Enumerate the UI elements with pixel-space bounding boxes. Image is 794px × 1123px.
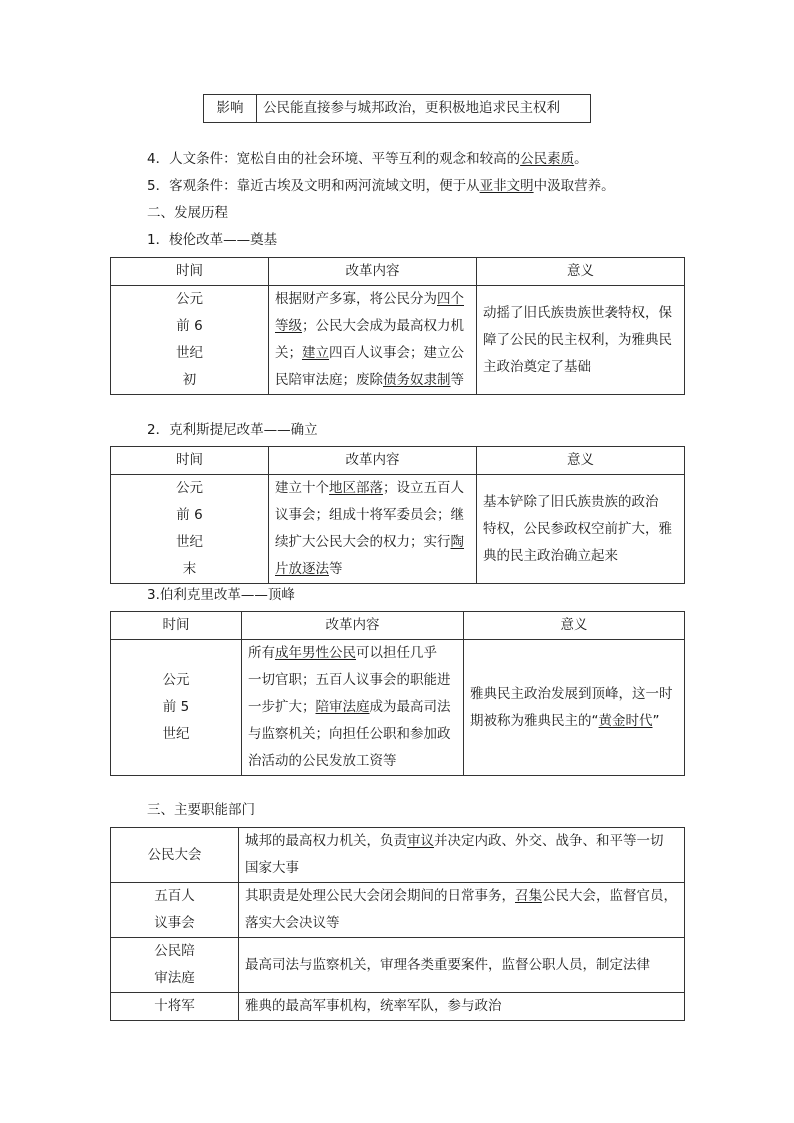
time-cell [111,475,269,584]
time-cell [111,286,269,395]
section-3-title: 三、主要职能部门 [147,802,255,818]
text-line: 民陪审法庭；废除债务奴隶制等 [275,372,464,388]
text-line: 前 6 [176,507,203,523]
item-4: 4．人文条件：宽松自由的社会环境、平等互利的观念和较高的公民素质。 [147,151,588,167]
section-2-title: 二、发展历程 [147,205,228,221]
text-line: 主政治奠定了基础 [483,358,591,375]
text-line: 续扩大公民大会的权力；实行陶 [275,534,464,550]
text-line: 等级；公民大会成为最高权力机 [275,318,464,334]
text-line: 议事会；组成十将军委员会；继 [275,507,464,523]
text-line: 特权，公民参政权空前扩大，雅 [483,520,672,537]
header-time: 时间 [111,447,269,475]
text-line: 公元 [176,480,203,496]
text-line: 其职责是处理公民大会闭会期间的日常事务，召集公民大会，监督官员， [245,888,677,904]
text-line: 城邦的最高权力机关，负责审议并决定内政、外交、战争、和平等一切 [245,833,664,849]
text-line: 世纪 [162,726,190,742]
text-line: 障了公民的民主权利，为雅典民 [483,331,672,348]
text-line: 国家大事 [245,860,299,876]
header-time: 时间 [111,258,269,286]
department-description [239,993,685,1021]
table-row [111,828,685,883]
text-line: 典的民主政治确立起来 [483,547,618,564]
text-line: 根据财产多寡，将公民分为四个 [275,291,464,307]
item-5: 5．客观条件：靠近古埃及文明和两河流域文明，便于从亚非文明中汲取营养。 [147,178,615,194]
table-row [111,883,685,938]
text-line: 动摇了旧氏族贵族世袭特权，保 [483,304,672,321]
header-meaning: 意义 [477,447,685,475]
header-time: 时间 [111,612,242,640]
meaning-cell [477,475,685,584]
text-line: 建立十个地区部落；设立五百人 [275,480,464,496]
text-line: 世纪 [176,345,203,361]
text-line: 十将军 [154,998,195,1014]
influence-table [203,94,591,123]
text-line: 基本铲除了旧氏族贵族的政治 [483,493,659,510]
text-line: 一切官职；五百人议事会的职能进 [248,672,451,688]
department-name [111,993,239,1021]
meaning-cell [477,286,685,395]
text-line: 最高司法与监察机关，审理各类重要案件，监督公职人员，制定法律 [245,956,650,973]
meaning-cell [464,640,685,776]
text-line: 雅典的最高军事机构，统率军队，参与政治 [245,998,502,1014]
influence-label: 影响 [204,95,257,123]
text-line: 审法庭 [154,970,195,986]
department-description [239,828,685,883]
header-content: 改革内容 [269,258,477,286]
text-line: 关；建立四百人议事会；建立公 [275,345,464,361]
header-content: 改革内容 [242,612,464,640]
reform-3-table [110,611,685,776]
reform-1-table [110,257,685,395]
text-line: 公元 [162,672,190,688]
text-line: 片放逐法等 [275,561,343,577]
text-line: 雅典民主政治发展到顶峰，这一时 [470,685,673,702]
text-line: 一步扩大；陪审法庭成为最高司法 [248,699,451,715]
department-name [111,828,239,883]
department-name [111,883,239,938]
text-line: 公民大会 [147,846,202,863]
content-cell [242,640,464,776]
text-line: 前 5 [162,699,190,715]
text-line: 与监察机关；向担任公职和参加政 [248,726,451,742]
text-line: 末 [182,561,197,577]
header-content: 改革内容 [269,447,477,475]
text-line: 所有成年男性公民可以担任几乎 [248,645,437,661]
text-line: 议事会 [154,915,195,931]
header-meaning: 意义 [464,612,685,640]
table-row [111,938,685,993]
text-line: 前 6 [176,318,203,334]
text-line: 公元 [176,291,203,307]
functions-table [110,827,685,1021]
time-cell [111,640,242,776]
text-line: 期被称为雅典民主的“黄金时代” [470,712,660,729]
table-row [111,993,685,1021]
reform-1-title: 1．梭伦改革——奠基 [147,232,278,248]
reform-2-table [110,446,685,584]
reform-3-title: 3.伯利克里改革——顶峰 [147,587,295,603]
text-line: 初 [182,372,197,388]
text-line: 治活动的公民发放工资等 [248,753,397,769]
text-line: 公民陪 [154,943,195,959]
department-description [239,883,685,938]
department-description [239,938,685,993]
content-cell [269,286,477,395]
content-cell [269,475,477,584]
text-line: 落实大会决议等 [245,915,340,931]
influence-content: 公民能直接参与城邦政治，更积极地追求民主权利 [257,95,591,123]
text-line: 五百人 [154,888,195,904]
header-meaning: 意义 [477,258,685,286]
reform-2-title: 2．克利斯提尼改革——确立 [147,422,318,438]
text-line: 世纪 [176,534,203,550]
department-name [111,938,239,993]
